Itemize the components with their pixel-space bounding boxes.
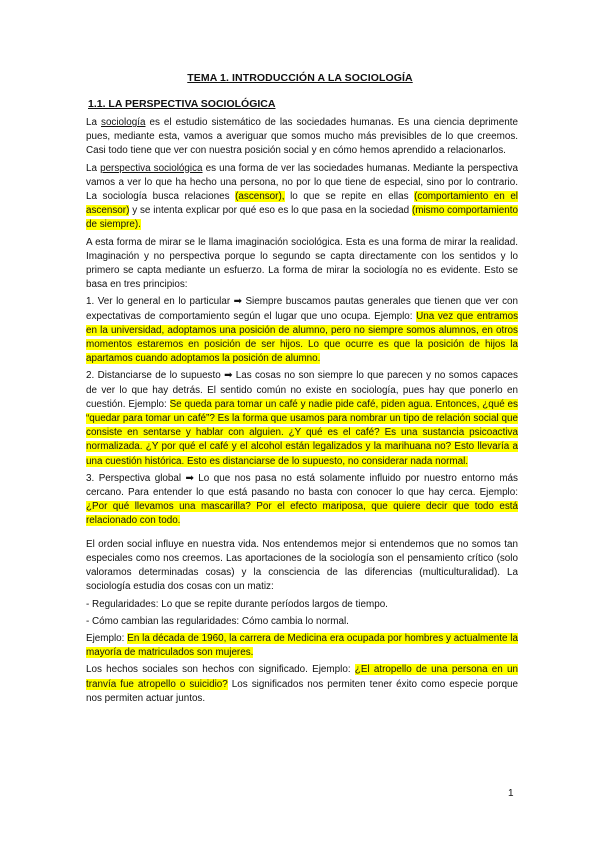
- list-item-cambios: - Cómo cambian las regularidades: Cómo cambia lo normal.: [86, 615, 349, 627]
- paragraph-perspectiva: [86, 162, 518, 233]
- text-run: Ejemplo:: [86, 632, 128, 644]
- text-run: Los hechos sociales son hechos con significado. Ejemplo:: [86, 664, 355, 676]
- highlight: (ascensor),: [235, 191, 285, 203]
- paragraph-hechos-sociales: [86, 663, 518, 706]
- document-body: [86, 116, 518, 709]
- underlined-term: sociología: [101, 117, 146, 128]
- paragraph-principio-3: [86, 472, 518, 529]
- paragraph-orden-social: El orden social influye en nuestra vida. Nos entendemos mejor si entendemos que no somos tan especiales como nos creemos. Las aportaciones de la sociología son el pensamiento crítico (solo valoramos determinadas cosas) y la consciencia de las diferencias (multiculturalidad). La sociología estudia dos cosas con un matiz:: [86, 538, 518, 593]
- paragraph-ejemplo-medicina: [86, 632, 518, 660]
- paragraph-principio-2: [86, 369, 518, 468]
- text-run: 1. Ver lo general en lo particular ➡ Siempre buscamos pautas generales que tienen que ver con expectativas de comportamiento según el lugar que uno ocupa. Ejemplo:: [86, 296, 518, 322]
- text-run: y se intenta explicar por qué eso es lo que pasa en la sociedad: [129, 205, 412, 217]
- text-run: Los significados nos permiten tener éxito como especie porque nos permiten actuar juntos.: [86, 678, 518, 704]
- paragraph-sociologia: [86, 116, 518, 159]
- section-heading: 1.1. LA PERSPECTIVA SOCIOLÓGICA: [88, 98, 276, 110]
- text-run: La: [86, 117, 101, 128]
- text-run: La: [86, 162, 101, 174]
- document-title: TEMA 1. INTRODUCCIÓN A LA SOCIOLOGÍA: [187, 72, 413, 84]
- highlight: (mismo comportamiento de siempre).: [86, 205, 518, 231]
- highlight: (comportamiento en el ascensor): [86, 191, 518, 217]
- text-run: 3. Perspectiva global ➡ Lo que nos pasa no está solamente influido por nuestro entorno más cercano. Para entender lo que está pasando no basta con conocer lo que hay cerca. Ejemplo:: [86, 472, 518, 499]
- underlined-term: perspectiva sociológica: [100, 162, 203, 174]
- highlight: Una vez que entramos en la universidad, adoptamos una posición de alumno, pero no siempre somos alumnos, en otros momentos estaremos en posición de ser hijos. Lo que ocurre es que la posición de hijos la apartamos cuando adoptamos la posición de alumno.: [86, 310, 519, 365]
- text-run: 2. Distanciarse de lo supuesto ➡ Las cosas no son siempre lo que parecen y no somos capaces de ver lo que hay detrás. El sentido común no existe en sociología, pues hay que ponerlo en cuestión. Ejemplo:: [86, 370, 518, 410]
- highlight: ¿El atropello de una persona en un tranvía fue atropello o suicidio?: [86, 664, 518, 690]
- text-run: es el estudio sistemático de las sociedades humanas. Es una ciencia deprimente pues, mediante esta, vamos a averiguar que somos mucho más previsibles de lo que creemos. Casi todo tiene que ver con nuestra posición social y en cómo hemos aprendido a relacionarlos.: [86, 117, 518, 157]
- text-run: es una forma de ver las sociedades humanas. Mediante la perspectiva vamos a ver lo que ha hecho una persona, no por lo que tiene de especial, sino por lo contrario. La sociología busca relaciones: [86, 162, 518, 203]
- highlight: En la década de 1960, la carrera de Medicina era ocupada por hombres y actualmente la mayoría de matriculados son mujeres.: [86, 632, 518, 659]
- page-number: 1: [508, 788, 514, 799]
- paragraph-principio-1: [86, 295, 518, 366]
- paragraph-imaginacion: A esta forma de mirar se le llama imaginación sociológica. Esta es una forma de mirar la realidad. Imaginación y no perspectiva porque lo segundo se capta directamente con los sentidos y lo primero se capta mediante un esfuerzo. La forma de mirar la sociología no es evidente. Esto se basa en tres principios:: [86, 236, 518, 291]
- highlight: ¿Por qué llevamos una mascarilla? Por el efecto mariposa, que quiere decir que todo está relacionado con todo.: [86, 501, 518, 527]
- list-item-regularidades: - Regularidades: Lo que se repite durante períodos largos de tiempo.: [86, 598, 388, 610]
- text-run: lo que se repite en ellas: [284, 191, 415, 203]
- highlight: Se queda para tomar un café y nadie pide café, piden agua. Entonces, ¿qué es “quedar para tomar un café”? Es la forma que usamos para nombrar un tipo de relación social que consiste en sentarse y hablar con alguien. ¿Y qué es el café? Es una sustancia psicoactiva normalizada. ¿Y por qué el café y el alcohol están legalizados y la marihuana no? Esto llevaría a una cuestión histórica. Esto es distanciarse de lo supuesto, no considerar nada normal.: [86, 398, 518, 467]
